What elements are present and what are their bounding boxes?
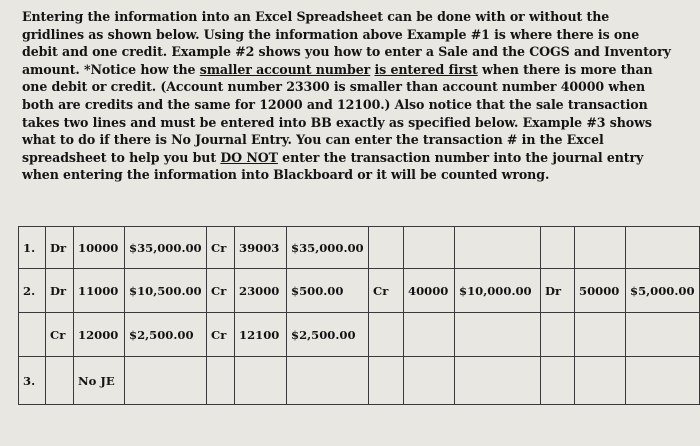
table-row [19, 357, 700, 405]
table-cell[interactable]: 50000 [575, 269, 626, 313]
instructions-text: Entering the information into an Excel Spreadsheet can be done with or without the gridlines as shown below. Using the information above Example #1 is where there is one debit and one credit. Example #2 shows you how to enter a Sale and the COGS and Inventory amount. *Notice how the [22, 9, 671, 77]
table-cell[interactable] [541, 227, 575, 269]
table-cell[interactable]: 12000 [74, 313, 125, 357]
table-cell[interactable] [541, 357, 575, 405]
instructions-text: when there is more than one debit or credit. (Account number 23300 is smaller than account number 40000 when both are credits and the same for 12000 and 12100.) Also notice that the sale transaction takes two lines and must be entered into BB exactly as specified below. Example #3 shows what to do if there is No Journal Entry. You can enter the transaction # in the Excel spreadsheet to help you but [22, 61, 653, 165]
table-cell[interactable]: $5,000.00 [626, 269, 700, 313]
table-cell[interactable]: 3. [19, 357, 46, 405]
instructions-paragraph [22, 8, 674, 184]
table-cell[interactable] [455, 313, 541, 357]
table-cell[interactable]: 2. [19, 269, 46, 313]
table-row [19, 269, 700, 313]
table-cell[interactable] [287, 357, 369, 405]
table-cell[interactable]: $10,000.00 [455, 269, 541, 313]
table-cell[interactable]: Dr [541, 269, 575, 313]
table-cell[interactable] [369, 357, 404, 405]
table-cell[interactable] [207, 357, 235, 405]
table-cell[interactable]: $500.00 [287, 269, 369, 313]
table-cell[interactable]: Cr [369, 269, 404, 313]
table-cell[interactable]: $10,500.00 [125, 269, 207, 313]
table-cell[interactable] [404, 227, 455, 269]
table-cell[interactable] [369, 227, 404, 269]
table-cell[interactable]: Cr [46, 313, 74, 357]
journal-entry-table [18, 226, 700, 405]
table-cell[interactable] [455, 227, 541, 269]
table-row [19, 227, 700, 269]
table-cell[interactable]: 10000 [74, 227, 125, 269]
table-row [19, 313, 700, 357]
table-cell[interactable]: 1. [19, 227, 46, 269]
table-cell[interactable] [455, 357, 541, 405]
table-cell[interactable] [404, 357, 455, 405]
table-cell[interactable] [575, 313, 626, 357]
table-cell[interactable]: No JE [74, 357, 125, 405]
table-cell[interactable] [235, 357, 287, 405]
table-cell[interactable]: Cr [207, 227, 235, 269]
table-cell[interactable]: Dr [46, 227, 74, 269]
table-cell[interactable]: 40000 [404, 269, 455, 313]
table-cell[interactable]: $35,000.00 [287, 227, 369, 269]
table-cell[interactable] [125, 357, 207, 405]
table-cell[interactable]: $2,500.00 [287, 313, 369, 357]
table-cell[interactable]: 23000 [235, 269, 287, 313]
instructions-text: enter the transaction number into the journal entry when entering the information into Blackboard or it will be counted wrong. [22, 149, 644, 183]
table-cell[interactable] [404, 313, 455, 357]
table-cell[interactable] [626, 357, 700, 405]
table-cell[interactable] [575, 227, 626, 269]
table-cell[interactable] [369, 313, 404, 357]
table-cell[interactable]: 11000 [74, 269, 125, 313]
underlined-smaller-account-number: smaller account number [199, 61, 371, 77]
table-cell[interactable]: $35,000.00 [125, 227, 207, 269]
table-cell[interactable]: $2,500.00 [125, 313, 207, 357]
table-cell[interactable]: 12100 [235, 313, 287, 357]
underlined-do-not: DO NOT [220, 149, 278, 165]
table-cell[interactable]: Cr [207, 269, 235, 313]
table-cell[interactable] [626, 313, 700, 357]
table-cell[interactable] [19, 313, 46, 357]
table-cell[interactable]: 39003 [235, 227, 287, 269]
table-cell[interactable] [541, 313, 575, 357]
table-cell[interactable] [46, 357, 74, 405]
table-cell[interactable]: Dr [46, 269, 74, 313]
table-cell[interactable]: Cr [207, 313, 235, 357]
table-cell[interactable] [575, 357, 626, 405]
table-cell[interactable] [626, 227, 700, 269]
underlined-is-entered-first: is entered first [374, 61, 478, 77]
